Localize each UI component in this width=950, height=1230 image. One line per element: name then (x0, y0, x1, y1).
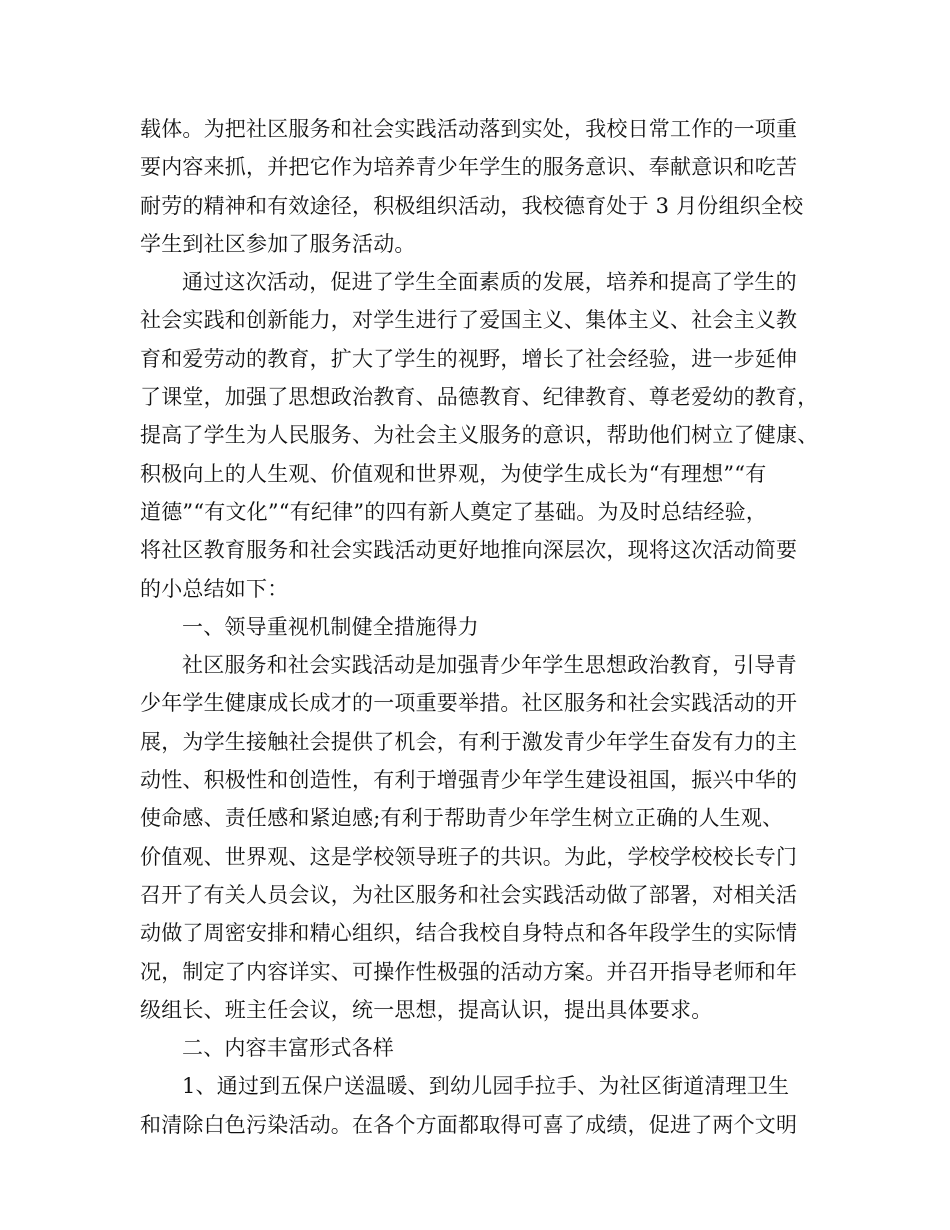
text-line: 提高了学生为人民服务、为社会主义服务的意识，帮助他们树立了健康、 (140, 423, 819, 448)
text-line: 耐劳的精神和有效途径，积极组织活动，我校德育处于 3 月份组织全校 (140, 193, 804, 218)
text-line: 的小总结如下： (140, 576, 289, 601)
body-text (140, 110, 820, 1144)
text-line: 载体。为把社区服务和社会实践活动落到实处，我校日常工作的一项重 (140, 117, 798, 141)
text-line: 道德”“有文化”“有纪律”的四有新人奠定了基础。为及时总结经验， (140, 499, 768, 524)
text-line: 和清除白色污染活动。在各个方面都取得可喜了成绩，促进了两个文明 (140, 1112, 798, 1137)
text-line: 动做了周密安排和精心组织，结合我校自身特点和各年段学生的实际情 (140, 921, 798, 946)
section-heading: 一、领导重视机制健全措施得力 (182, 614, 479, 639)
text-line: 积极向上的人生观、价值观和世界观，为使学生成长为“有理想”“有 (140, 461, 767, 486)
text-line: 使命感、责任感和紧迫感;有利于帮助青少年学生树立正确的人生观、 (140, 806, 784, 831)
text-line: 召开了有关人员会议，为社区服务和社会实践活动做了部署，对相关活 (140, 882, 798, 907)
text-line: 社会实践和创新能力，对学生进行了爱国主义、集体主义、社会主义教 (140, 308, 798, 333)
text-line: 价值观、世界观、这是学校领导班子的共识。为此，学校学校校长专门 (140, 844, 798, 869)
text-line: 将社区教育服务和社会实践活动更好地推向深层次，现将这次活动简要 (140, 538, 798, 563)
text-line: 要内容来抓，并把它作为培养青少年学生的服务意识、奉献意识和吃苦 (140, 155, 798, 180)
text-line: 了课堂，加强了思想政治教育、品德教育、纪律教育、尊老爱幼的教育， (140, 385, 819, 410)
section-heading: 二、内容丰富形式各样 (182, 1036, 394, 1061)
text-line: 学生到社区参加了服务活动。 (140, 231, 416, 256)
paragraph-first-line: 通过这次活动，促进了学生全面素质的发展，培养和提高了学生的 (182, 270, 797, 295)
paragraph-first-line: 社区服务和社会实践活动是加强青少年学生思想政治教育，引导青 (182, 653, 797, 678)
text-line: 少年学生健康成长成才的一项重要举措。社区服务和社会实践活动的开 (140, 691, 798, 716)
paragraph-first-line: 1、通过到五保户送温暖、到幼儿园手拉手、为社区街道清理卫生 (182, 1074, 790, 1099)
text-line: 育和爱劳动的教育，扩大了学生的视野，增长了社会经验，进一步延伸 (140, 346, 798, 371)
text-line: 展，为学生接触社会提供了机会，有利于激发青少年学生奋发有力的主 (140, 729, 798, 754)
text-line: 级组长、班主任会议，统一思想，提高认识，提出具体要求。 (140, 997, 713, 1022)
text-line: 况，制定了内容详实、可操作性极强的活动方案。并召开指导老师和年 (140, 959, 798, 984)
text-line: 动性、积极性和创造性，有利于增强青少年学生建设祖国，振兴中华的 (140, 768, 798, 793)
